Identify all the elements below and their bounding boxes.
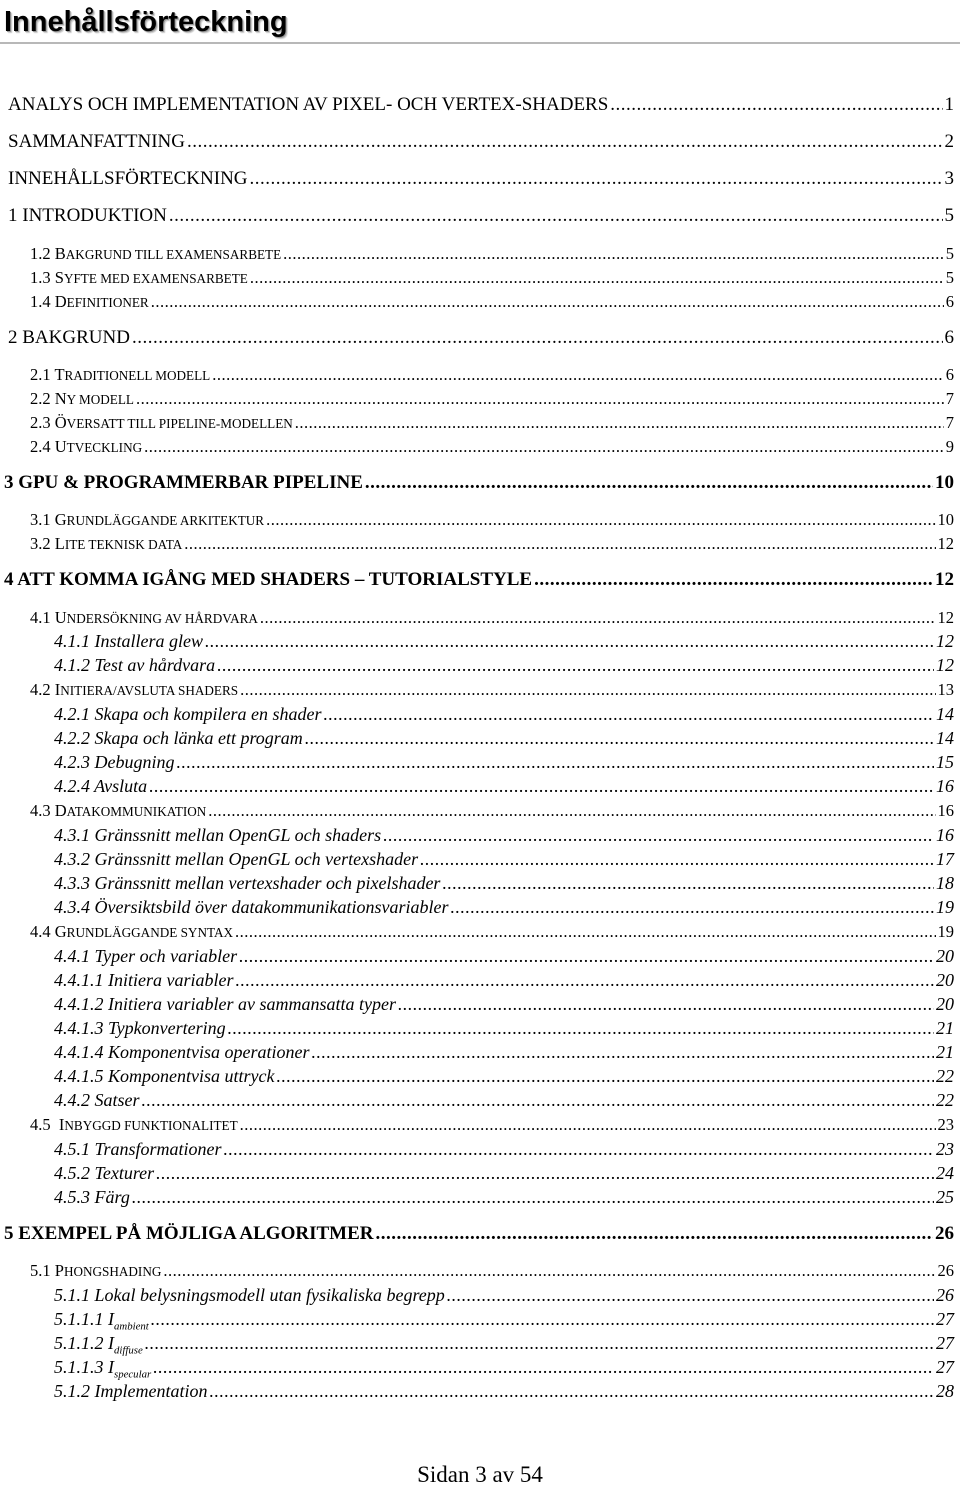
toc-entry[interactable] xyxy=(0,205,960,227)
toc-entry-title xyxy=(30,365,210,385)
toc-leader-dots xyxy=(442,873,934,894)
toc-entry-title xyxy=(30,801,206,821)
toc-page-number: 22 xyxy=(936,1066,954,1086)
page-title: Innehållsförteckning xyxy=(4,6,288,38)
toc-page-number: 27 xyxy=(936,1357,954,1377)
toc-leader-dots xyxy=(136,389,944,409)
toc-page-number: 19 xyxy=(937,922,954,941)
toc-page-number: 24 xyxy=(936,1163,954,1183)
toc-page-number: 2 xyxy=(944,131,954,152)
toc-entry[interactable] xyxy=(0,608,960,628)
toc-entry-title xyxy=(54,1309,149,1333)
toc-entry-title: 4.4.1.2 Initiera variabler av sammansatta typer xyxy=(54,994,396,1014)
toc-entry[interactable] xyxy=(0,365,960,385)
toc-entry-rest: RUNDLÄGGANDE SYNTAX xyxy=(66,925,234,940)
toc-entry[interactable] xyxy=(0,897,960,918)
toc-entry-rest: NDERSÖKNING AV HÅRDVARA xyxy=(66,611,258,626)
toc-entry-number: 1.3 xyxy=(30,268,51,287)
toc-page-number: 12 xyxy=(937,608,954,627)
toc-entry-title xyxy=(54,1357,151,1381)
toc-entry-initial: I xyxy=(54,680,61,699)
toc-page-number: 6 xyxy=(945,292,954,311)
toc-entry-title xyxy=(30,922,233,942)
toc-leader-dots xyxy=(311,1042,934,1063)
toc-leader-dots xyxy=(156,1163,934,1184)
toc-entry-title: 4.4.1 Typer och variabler xyxy=(54,946,238,966)
toc-entry-title: 4.1.1 Installera glew xyxy=(54,631,203,651)
toc-page-number: 25 xyxy=(936,1187,954,1207)
toc-entry-title: 3 GPU & PROGRAMMERBAR PIPELINE xyxy=(4,472,363,493)
toc-entry[interactable] xyxy=(0,1261,960,1281)
toc-entry-rest: ATAKOMMUNIKATION xyxy=(66,804,207,819)
toc-entry[interactable] xyxy=(0,389,960,409)
toc-leader-dots xyxy=(153,1357,934,1378)
toc-entry[interactable] xyxy=(0,776,960,797)
toc-entry-number: 2.2 xyxy=(30,389,51,408)
toc-entry-title xyxy=(30,1115,238,1135)
toc-entry-initial: D xyxy=(54,801,67,820)
toc-entry-title: SAMMANFATTNING xyxy=(8,131,185,152)
toc-entry-title: 4.5.3 Färg xyxy=(54,1187,130,1207)
toc-entry-title: 4.4.1.4 Komponentvisa operationer xyxy=(54,1042,310,1062)
toc-entry-title xyxy=(30,534,182,554)
toc-entry[interactable] xyxy=(0,1018,960,1039)
toc-entry[interactable] xyxy=(0,704,960,725)
toc-leader-dots xyxy=(151,292,944,312)
toc-entry-rest: RUNDLÄGGANDE ARKITEKTUR xyxy=(66,513,265,528)
toc-entry[interactable] xyxy=(0,94,960,116)
toc-entry[interactable] xyxy=(0,1066,960,1087)
toc-entry-initial: U xyxy=(54,608,67,627)
toc-entry-number: 2.3 xyxy=(30,413,51,432)
toc-entry-title xyxy=(30,608,258,628)
toc-entry-title: 4.3.4 Översiktsbild över datakommunikationsvariabler xyxy=(54,897,449,917)
toc-entry-title xyxy=(30,680,238,700)
toc-leader-dots xyxy=(208,801,935,821)
toc-entry-title xyxy=(30,413,293,433)
toc-leader-dots xyxy=(240,680,935,700)
toc-entry-initial: I xyxy=(58,1115,65,1134)
toc-entry-title: 4.5.1 Transformationer xyxy=(54,1139,222,1159)
toc-page-number: 20 xyxy=(936,946,954,966)
toc-entry-title: 5.1.1 Lokal belysningsmodell utan fysikaliska begrepp xyxy=(54,1285,445,1305)
toc-page-number: 28 xyxy=(936,1381,954,1401)
toc-entry[interactable] xyxy=(0,534,960,554)
toc-page-number: 12 xyxy=(936,631,954,651)
toc-leader-dots xyxy=(163,1261,935,1281)
toc-entry[interactable] xyxy=(0,801,960,821)
toc-page-number: 12 xyxy=(937,534,954,553)
toc-leader-dots xyxy=(235,970,934,991)
toc-entry-title: 4.4.1.5 Komponentvisa uttryck xyxy=(54,1066,275,1086)
toc-page-number: 19 xyxy=(936,897,954,917)
toc-page-number: 10 xyxy=(935,472,954,493)
toc-entry-number: 2.1 xyxy=(30,365,51,384)
toc-entry-title: 4.1.2 Test av hårdvara xyxy=(54,655,216,675)
toc-entry[interactable] xyxy=(0,1042,960,1063)
toc-entry[interactable] xyxy=(0,728,960,749)
toc-leader-dots xyxy=(228,1018,934,1039)
toc-entry[interactable] xyxy=(0,437,960,457)
toc-entry-rest: ITE TEKNISK DATA xyxy=(64,537,183,552)
toc-entry[interactable] xyxy=(0,268,960,288)
toc-entry-title xyxy=(30,510,264,530)
toc-page-number: 9 xyxy=(945,437,954,456)
toc-page-number: 16 xyxy=(936,825,954,845)
toc-entry[interactable] xyxy=(0,631,960,652)
toc-leader-dots xyxy=(145,1333,934,1354)
toc-entry[interactable] xyxy=(0,1309,960,1333)
toc-leader-dots xyxy=(240,1115,936,1135)
toc-entry-title: 4.4.2 Satser xyxy=(54,1090,140,1110)
toc-entry-initial: U xyxy=(54,437,67,456)
toc-entry-title xyxy=(30,437,142,457)
toc-entry-subscript: ambient xyxy=(114,1320,149,1333)
heading-bar xyxy=(0,0,960,44)
toc-entry-title: 4.2.2 Skapa och länka ett program xyxy=(54,728,303,748)
toc-entry[interactable] xyxy=(0,413,960,433)
toc-entry-label: 5.1.1.3 I xyxy=(54,1357,114,1377)
toc-page-number: 21 xyxy=(936,1042,954,1062)
toc-entry-rest: Y MODELL xyxy=(66,392,134,407)
toc-entry-title: 2 BAKGRUND xyxy=(8,327,130,348)
toc-entry-number: 4.5 xyxy=(30,1115,51,1134)
toc-entry-title xyxy=(30,268,248,288)
toc-page-number: 27 xyxy=(936,1309,954,1329)
toc-leader-dots xyxy=(260,608,936,628)
toc-page-number: 16 xyxy=(936,776,954,796)
toc-leader-dots xyxy=(209,1381,934,1402)
toc-leader-dots xyxy=(534,569,933,591)
toc-entry-number: 5.1 xyxy=(30,1261,51,1280)
toc-page-number: 14 xyxy=(936,728,954,748)
toc-entry[interactable] xyxy=(0,1115,960,1135)
toc-page-number: 23 xyxy=(936,1139,954,1159)
toc-entry[interactable] xyxy=(0,244,960,264)
toc-entry[interactable] xyxy=(0,680,960,700)
toc-page-number: 7 xyxy=(945,413,954,432)
toc-page-number: 12 xyxy=(935,569,954,590)
toc-entry-title: 4.3.3 Gränssnitt mellan vertexshader och pixelshader xyxy=(54,873,441,893)
toc-entry-number: 4.4 xyxy=(30,922,51,941)
toc-entry-title xyxy=(54,1333,143,1357)
toc-entry-title xyxy=(30,292,149,312)
toc-entry-subscript: specular xyxy=(114,1368,152,1381)
toc-leader-dots xyxy=(217,655,934,676)
toc-entry-title: 5 EXEMPEL PÅ MÖJLIGA ALGORITMER xyxy=(4,1223,374,1244)
toc-leader-dots xyxy=(184,534,935,554)
toc-entry[interactable] xyxy=(0,1333,960,1357)
toc-page-number: 14 xyxy=(936,704,954,724)
toc-entry-title xyxy=(30,1261,161,1281)
toc-leader-dots xyxy=(239,946,934,967)
toc-leader-dots xyxy=(235,922,935,942)
toc-leader-dots xyxy=(610,94,942,116)
toc-entry[interactable] xyxy=(0,569,960,591)
toc-entry-title: 4.3.1 Gränssnitt mellan OpenGL och shaders xyxy=(54,825,382,845)
toc-leader-dots xyxy=(283,244,944,264)
toc-entry-title: INNEHÅLLSFÖRTECKNING xyxy=(8,168,248,189)
toc-entry-initial: P xyxy=(54,1261,64,1280)
toc-entry[interactable] xyxy=(0,655,960,676)
toc-entry[interactable] xyxy=(0,168,960,190)
toc-page-number: 22 xyxy=(936,1090,954,1110)
toc-leader-dots xyxy=(365,472,933,494)
toc-leader-dots xyxy=(250,168,943,190)
page-indicator: Sidan 3 av 54 xyxy=(417,1462,543,1487)
toc-page-number: 10 xyxy=(937,510,954,529)
toc-entry-rest: HONGSHADING xyxy=(63,1264,162,1279)
toc-entry-rest: YFTE MED EXAMENSARBETE xyxy=(63,271,248,286)
toc-entry[interactable] xyxy=(0,922,960,942)
toc-entry[interactable] xyxy=(0,994,960,1015)
toc-entry[interactable] xyxy=(0,510,960,530)
toc-leader-dots xyxy=(250,268,944,288)
toc-page-number: 5 xyxy=(944,205,954,226)
toc-entry[interactable] xyxy=(0,1090,960,1111)
toc-page-number: 5 xyxy=(945,268,954,287)
toc-entry[interactable] xyxy=(0,131,960,153)
toc-entry-rest: NITIERA/AVSLUTA SHADERS xyxy=(60,683,239,698)
toc-page-number: 23 xyxy=(937,1115,954,1134)
toc-page-number: 16 xyxy=(937,801,954,820)
toc-leader-dots xyxy=(212,365,944,385)
toc-entry-title: 4.5.2 Texturer xyxy=(54,1163,155,1183)
toc-entry-number: 2.4 xyxy=(30,437,51,456)
toc-entry-initial: D xyxy=(54,292,67,311)
toc-leader-dots xyxy=(450,897,934,918)
toc-entry-title: 4.2.3 Debugning xyxy=(54,752,175,772)
toc-entry-label: 5.1.1.1 I xyxy=(54,1309,114,1329)
toc-page-number: 26 xyxy=(937,1261,954,1280)
toc-page-number: 21 xyxy=(936,1018,954,1038)
toc-leader-dots xyxy=(132,1187,934,1208)
toc-entry-number: 4.1 xyxy=(30,608,51,627)
toc-entry-title: 5.1.2 Implementation xyxy=(54,1381,208,1401)
toc-leader-dots xyxy=(187,131,943,153)
toc-leader-dots xyxy=(149,776,934,797)
toc-entry-initial: N xyxy=(54,389,67,408)
toc-leader-dots xyxy=(144,437,944,457)
toc-page-number: 18 xyxy=(936,873,954,893)
toc-entry-rest: NBYGGD FUNKTIONALITET xyxy=(64,1118,238,1133)
toc-entry-initial: S xyxy=(54,268,64,287)
toc-page-number: 20 xyxy=(936,970,954,990)
toc-entry-label: 5.1.1.2 I xyxy=(54,1333,114,1353)
toc-page-number: 15 xyxy=(936,752,954,772)
toc-entry[interactable] xyxy=(0,1381,960,1402)
toc-page-number: 26 xyxy=(935,1223,954,1244)
toc-leader-dots xyxy=(305,728,934,749)
toc-leader-dots xyxy=(420,849,934,870)
toc-entry-title: 4.4.1.1 Initiera variabler xyxy=(54,970,234,990)
toc-entry-initial: G xyxy=(54,510,67,529)
toc-leader-dots xyxy=(205,631,934,652)
toc-entry-rest: RADITIONELL MODELL xyxy=(64,368,211,383)
toc-entry-number: 1.2 xyxy=(30,244,51,263)
toc-page-number: 27 xyxy=(936,1333,954,1353)
toc-entry-title: 4.2.1 Skapa och kompilera en shader xyxy=(54,704,322,724)
toc-page-number: 26 xyxy=(936,1285,954,1305)
toc-entry-initial: G xyxy=(54,922,67,941)
toc-entry[interactable] xyxy=(0,1139,960,1160)
toc-leader-dots xyxy=(383,825,934,846)
toc-entry-title: 4.4.1.3 Typkonvertering xyxy=(54,1018,226,1038)
toc-entry-initial: L xyxy=(54,534,65,553)
toc-entry-title: 1 INTRODUKTION xyxy=(8,205,167,226)
toc-page-number: 12 xyxy=(936,655,954,675)
toc-entry[interactable] xyxy=(0,292,960,312)
toc-page-number: 20 xyxy=(936,994,954,1014)
toc-entry-rest: VERSATT TILL PIPELINE-MODELLEN xyxy=(66,416,293,431)
toc-entry-number: 3.2 xyxy=(30,534,51,553)
toc-entry[interactable] xyxy=(0,472,960,494)
toc-entry-number: 1.4 xyxy=(30,292,51,311)
toc-leader-dots xyxy=(266,510,935,530)
toc-entry-initial: Ö xyxy=(54,413,67,432)
toc-entry[interactable] xyxy=(0,873,960,894)
toc-entry-title: 4.2.4 Avsluta xyxy=(54,776,148,796)
toc-entry-rest: EFINITIONER xyxy=(66,295,149,310)
toc-leader-dots xyxy=(375,1223,933,1245)
toc-page-number: 6 xyxy=(945,365,954,384)
toc-leader-dots xyxy=(295,413,944,433)
toc-entry-rest: TVECKLING xyxy=(66,440,143,455)
toc-entry-number: 4.3 xyxy=(30,801,51,820)
toc-entry-title xyxy=(30,244,281,264)
toc-entry[interactable] xyxy=(0,752,960,773)
toc-entry-subscript: diffuse xyxy=(114,1344,143,1357)
toc-entry[interactable] xyxy=(0,1285,960,1306)
toc-entry[interactable] xyxy=(0,946,960,967)
toc-leader-dots xyxy=(132,327,943,349)
toc-page-number: 7 xyxy=(945,389,954,408)
toc-leader-dots xyxy=(398,994,934,1015)
toc-entry-initial: B xyxy=(54,244,66,263)
toc-page-number: 5 xyxy=(945,244,954,263)
toc-page-number: 3 xyxy=(944,168,954,189)
toc-entry[interactable] xyxy=(0,849,960,870)
toc-entry-rest: AKGRUND TILL EXAMENSARBETE xyxy=(65,247,282,262)
toc-leader-dots xyxy=(142,1090,935,1111)
toc-entry-number: 3.1 xyxy=(30,510,51,529)
toc-page-number: 17 xyxy=(936,849,954,869)
toc-leader-dots xyxy=(151,1309,934,1330)
toc-entry-initial: T xyxy=(54,365,65,384)
toc-page-number: 13 xyxy=(937,680,954,699)
toc-entry[interactable] xyxy=(0,825,960,846)
toc-entry-number: 4.2 xyxy=(30,680,51,699)
toc-leader-dots xyxy=(276,1066,934,1087)
toc-entry-title xyxy=(30,389,134,409)
toc-entry-title: 4.3.2 Gränssnitt mellan OpenGL och vertexshader xyxy=(54,849,419,869)
toc-leader-dots xyxy=(323,704,934,725)
toc-entry[interactable] xyxy=(0,327,960,349)
toc-leader-dots xyxy=(447,1285,934,1306)
toc-entry[interactable] xyxy=(0,1187,960,1208)
toc-page-number: 1 xyxy=(944,94,954,115)
toc-page-number: 6 xyxy=(944,327,954,348)
toc-leader-dots xyxy=(224,1139,934,1160)
toc-entry-title: 4 ATT KOMMA IGÅNG MED SHADERS – TUTORIALSTYLE xyxy=(4,569,533,590)
toc-entry[interactable] xyxy=(0,1163,960,1184)
toc-leader-dots xyxy=(177,752,935,773)
toc-leader-dots xyxy=(169,205,943,227)
toc-entry[interactable] xyxy=(0,1357,960,1381)
toc-entry[interactable] xyxy=(0,970,960,991)
toc-entry-title: ANALYS OCH IMPLEMENTATION AV PIXEL- OCH VERTEX-SHADERS xyxy=(8,94,609,115)
toc-entry[interactable] xyxy=(0,1223,960,1245)
